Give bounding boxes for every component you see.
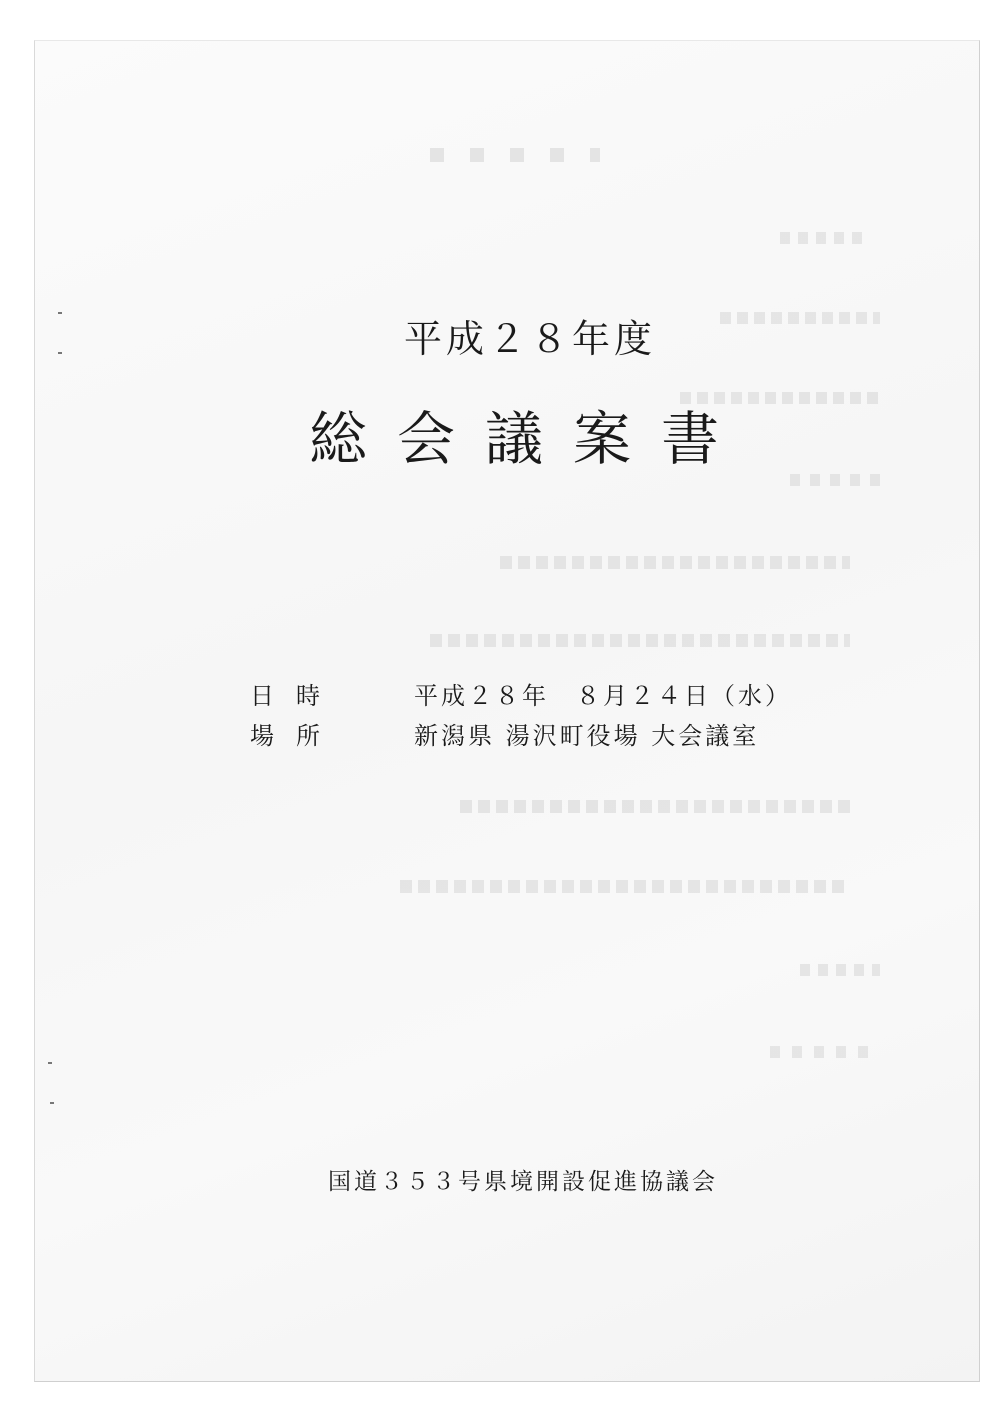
fiscal-year-heading: 平成２８年度	[403, 317, 656, 361]
scan-mark	[48, 1062, 52, 1064]
scan-mark	[58, 312, 62, 314]
scan-mark	[58, 352, 62, 354]
info-value: 新潟県 湯沢町役場 大会議室	[414, 722, 760, 750]
info-label: 場所	[250, 722, 342, 750]
info-value: 平成２８年 ８月２４日（水）	[414, 682, 792, 710]
document-title: 総会議案書	[308, 405, 749, 473]
info-row-location	[250, 716, 759, 751]
scan-mark	[50, 1102, 54, 1104]
organization-name: 国道３５３号県境開設促進協議会	[328, 1169, 718, 1195]
info-row-datetime	[250, 676, 792, 711]
info-label: 日時	[250, 682, 342, 710]
